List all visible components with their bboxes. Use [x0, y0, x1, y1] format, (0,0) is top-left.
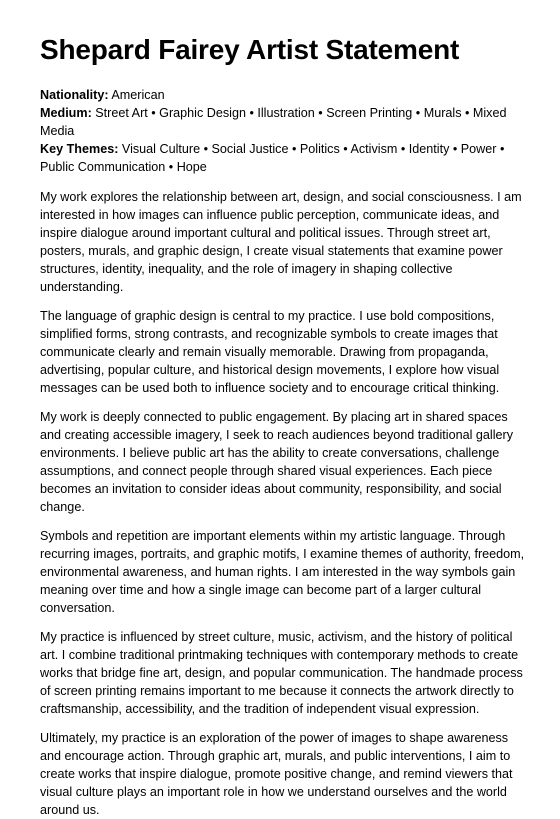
- statement-paragraph: My work explores the relationship between art, design, and social consciousness. I am interested in how images can influence public perception, communicate ideas, and inspire dialogue around important cultural and political issues. Through street art, posters, murals, and graphic design, I create visual statements that examine power structures, identity, inequality, and the role of imagery in shaping collective understanding.: [40, 190, 522, 294]
- statement-paragraph: Ultimately, my practice is an exploration of the power of images to shape awareness and encourage action. Through graphic art, murals, and public interventions, I aim to create works that inspire dialogue, promote positive change, and remind viewers that visual culture plays an important role in how we understand ourselves and the world around us.: [40, 731, 513, 817]
- document-title: Shepard Fairey Artist Statement: [40, 34, 460, 65]
- medium-label: Medium:: [40, 106, 92, 120]
- medium-value: Street Art • Graphic Design • Illustration • Screen Printing • Murals • Mixed Media: [40, 106, 507, 138]
- key-themes-label: Key Themes:: [40, 142, 119, 156]
- nationality-value: American: [108, 88, 165, 102]
- nationality-row: [40, 86, 528, 104]
- key-themes-row: [40, 140, 528, 176]
- statement-paragraph: My work is deeply connected to public engagement. By placing art in shared spaces and creating accessible imagery, I seek to reach audiences beyond traditional gallery environments. I believe public art has the ability to create conversations, challenge assumptions, and connect people through shared visual experiences. Each piece becomes an invitation to consider ideas about community, responsibility, and social change.: [40, 410, 514, 514]
- medium-row: [40, 104, 528, 140]
- nationality-label: Nationality:: [40, 88, 109, 102]
- key-themes-value: Visual Culture • Social Justice • Politics • Activism • Identity • Power • Public Communication • Hope: [40, 142, 505, 174]
- statement-paragraph: Symbols and repetition are important elements within my artistic language. Through recurring images, portraits, and graphic motifs, I examine themes of authority, freedom, environmental awareness, and human rights. I am interested in the way symbols gain meaning over time and how a single image can become part of a larger cultural conversation.: [40, 529, 525, 615]
- statement-paragraph: My practice is influenced by street culture, music, activism, and the history of political art. I combine traditional printmaking techniques with contemporary methods to create works that bridge fine art, design, and popular communication. The handmade process of screen printing remains important to me because it connects the artwork directly to craftsmanship, accessibility, and the tradition of independent visual expression.: [40, 630, 523, 716]
- artist-meta: [40, 86, 528, 176]
- statement-paragraph: The language of graphic design is central to my practice. I use bold compositions, simplified forms, strong contrasts, and recognizable symbols to create images that communicate clearly and remain visually memorable. Drawing from propaganda, advertising, popular culture, and historical design movements, I explore how visual messages can be used both to influence society and to encourage critical thinking.: [40, 309, 500, 395]
